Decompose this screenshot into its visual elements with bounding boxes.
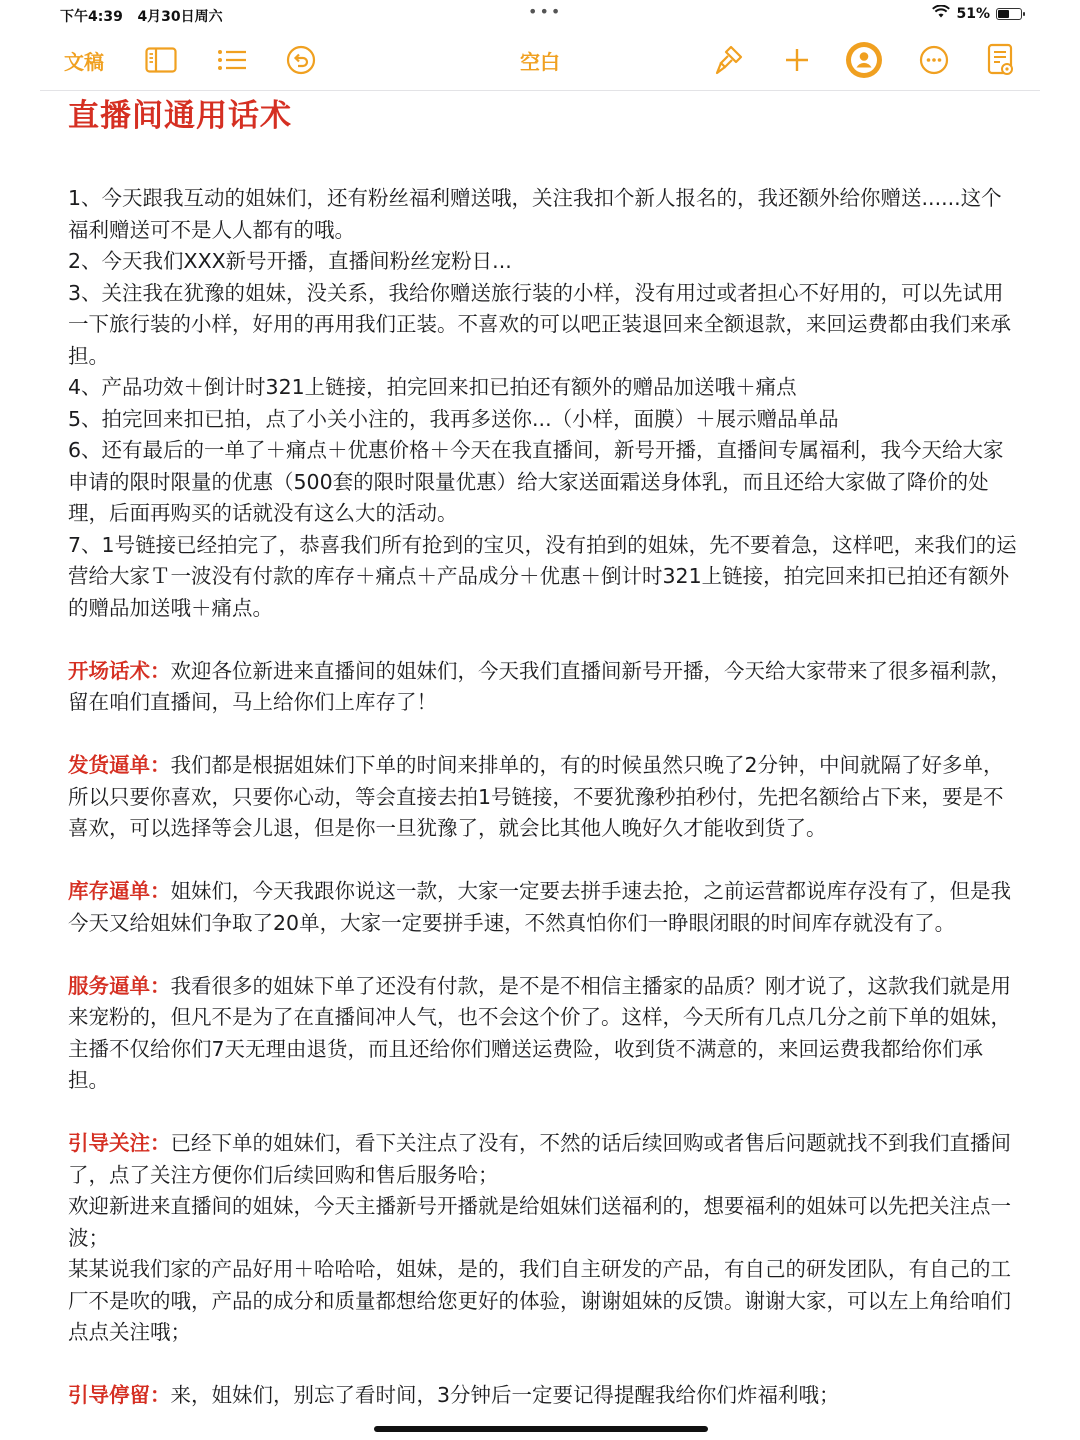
collaborate-icon bbox=[845, 41, 883, 79]
battery-icon bbox=[996, 8, 1022, 20]
sidebar-icon bbox=[145, 47, 177, 73]
section-text: 我们都是根据姐妹们下单的时间来排单的，有的时候虽然只晚了2分钟，中间就隔了好多单，所以只要你喜欢，只要你心动，等会直接去拍1号链接，不要犹豫秒拍秒付，先把名额给占下来，要是不喜欢，可以选择等会儿退，但是你一旦犹豫了，就会比其他人晚好久才能收到货了。 bbox=[68, 753, 1004, 840]
status-bar bbox=[0, 0, 1080, 30]
list-item-3: 3、关注我在犹豫的姐妹，没关系，我给你赠送旅行装的小样，没有用过或者担心不好用的，可以先试用一下旅行装的小样，好用的再用我们正装。不喜欢的可以吧正装退回来全额退款，来回运费都由我们来承担。 bbox=[68, 280, 1011, 368]
list-item-5: 5、拍完回来扣已拍，点了小关小注的，我再多送你...（小样，面膜）＋展示赠品单品 bbox=[68, 406, 839, 431]
section-label: 开场话术： bbox=[68, 658, 171, 683]
section-guide-follow bbox=[68, 1128, 1018, 1191]
sidebar-button[interactable] bbox=[144, 40, 178, 80]
brush-icon bbox=[714, 44, 744, 76]
list-item-7: 7、1号链接已经拍完了，恭喜我们所有抢到的宝贝，没有拍到的姐妹，先不要着急，这样吧，来我们的运营给大家Ｔ一波没有付款的库存＋痛点＋产品成分＋优惠＋倒计时321上链接，拍完回来扣已拍还有额外的赠品加送哦＋痛点。 bbox=[68, 532, 1017, 620]
status-right bbox=[932, 5, 1022, 22]
document-body[interactable] bbox=[68, 90, 1018, 1412]
section-shipping-push bbox=[68, 750, 1018, 845]
section-label: 发货逼单： bbox=[68, 753, 171, 777]
plus-icon bbox=[784, 47, 810, 73]
document-setup-icon bbox=[987, 43, 1015, 77]
more-button[interactable] bbox=[918, 40, 950, 80]
section-text: 来，姐妹们，别忘了看时间，3分钟后一定要记得提醒我给你们炸福利哦； bbox=[170, 1383, 840, 1407]
section-label: 库存逼单： bbox=[68, 879, 171, 903]
insert-button[interactable] bbox=[782, 40, 812, 80]
home-indicator[interactable] bbox=[374, 1426, 708, 1432]
battery-fill bbox=[998, 10, 1009, 18]
document-heading: 直播间通用话术 bbox=[68, 98, 292, 134]
section-text: 姐妹们，今天我跟你说这一款，大家一定要去拼手速去抢，之前运营都说库存没有了，但是我今天又给姐妹们争取了20单，大家一定要拼手速，不然真怕你们一睁眼闭眼的时间库存就没有了。 bbox=[68, 879, 1011, 935]
list-item-6: 6、还有最后的一单了＋痛点＋优惠价格＋今天在我直播间，新号开播，直播间专属福利，我今天给大家申请的限时限量的优惠（500套的限时限量优惠）给大家送面霜送身体乳，而且还给大家做了降价的处理，后面再购买的话就没有这么大的活动。 bbox=[68, 438, 1004, 525]
toolbar bbox=[40, 32, 1040, 91]
list-icon bbox=[217, 48, 247, 72]
document-setup-button[interactable] bbox=[986, 40, 1016, 80]
section-label: 服务逼单： bbox=[68, 973, 171, 998]
list-item-1: 1、今天跟我互动的姐妹们，还有粉丝福利赠送哦，关注我扣个新人报名的，我还额外给你赠送......这个福利赠送可不是人人都有的哦。 bbox=[68, 186, 1002, 242]
documents-button[interactable] bbox=[64, 40, 104, 80]
list-item-2: 2、今天我们XXX新号开播，直播间粉丝宠粉日... bbox=[68, 249, 512, 273]
document-title[interactable]: 空白 bbox=[520, 50, 560, 74]
undo-icon bbox=[286, 45, 316, 75]
multitasking-dots[interactable]: ••• bbox=[528, 2, 563, 21]
section-service-push bbox=[68, 971, 1018, 1097]
outline-button[interactable] bbox=[216, 40, 248, 80]
section-opening bbox=[68, 656, 1018, 719]
section-text: 欢迎各位新进来直播间的姐妹们，今天我们直播间新号开播，今天给大家带来了很多福利款，留在咱们直播间，马上给你们上库存了！ bbox=[68, 658, 1011, 714]
section-text: 已经下单的姐妹们，看下关注点了没有，不然的话后续回购或者售后问题就找不到我们直播间了，点了关注方便你们后续回购和售后服务哈； bbox=[68, 1131, 1011, 1187]
section-text: 我看很多的姐妹下单了还没有付款，是不是不相信主播家的品质？刚才说了，这款我们就是用来宠粉的，但凡不是为了在直播间冲人气，也不会这个价了。这样，今天所有几点几分之前下单的姐妹，主播不仅给你们7天无理由退货，而且还给你们赠送运费险，收到货不满意的，来回运费我都给你们承担。 bbox=[68, 973, 1011, 1092]
status-time: 下午4:39 4月30日周六 bbox=[60, 9, 223, 25]
collaborate-button[interactable] bbox=[844, 40, 884, 80]
format-button[interactable] bbox=[712, 40, 746, 80]
documents-label: 文稿 bbox=[64, 49, 104, 74]
section-guide-follow-line-3: 某某说我们家的产品好用＋哈哈哈，姐妹，是的，我们自主研发的产品，有自己的研发团队，有自己的工厂不是吹的哦，产品的成分和质量都想给您更好的体验，谢谢姐妹的反馈。谢谢大家，可以左上角给咱们点点关注哦； bbox=[68, 1257, 1011, 1344]
undo-button[interactable] bbox=[284, 40, 318, 80]
section-stock-push bbox=[68, 876, 1018, 939]
section-label: 引导关注： bbox=[68, 1131, 171, 1155]
document-title-bar bbox=[40, 46, 1040, 75]
wifi-icon bbox=[932, 5, 950, 22]
section-guide-follow-line-2: 欢迎新进来直播间的姐妹，今天主播新号开播就是给姐妹们送福利的，想要福利的姐妹可以先把关注点一波； bbox=[68, 1194, 1011, 1250]
more-icon bbox=[919, 45, 949, 75]
battery-percent: 51% bbox=[956, 5, 990, 22]
list-item-4: 4、产品功效＋倒计时321上链接，拍完回来扣已拍还有额外的赠品加送哦＋痛点 bbox=[68, 375, 797, 399]
section-guide-stay bbox=[68, 1380, 1018, 1412]
section-label: 引导停留： bbox=[68, 1383, 171, 1407]
